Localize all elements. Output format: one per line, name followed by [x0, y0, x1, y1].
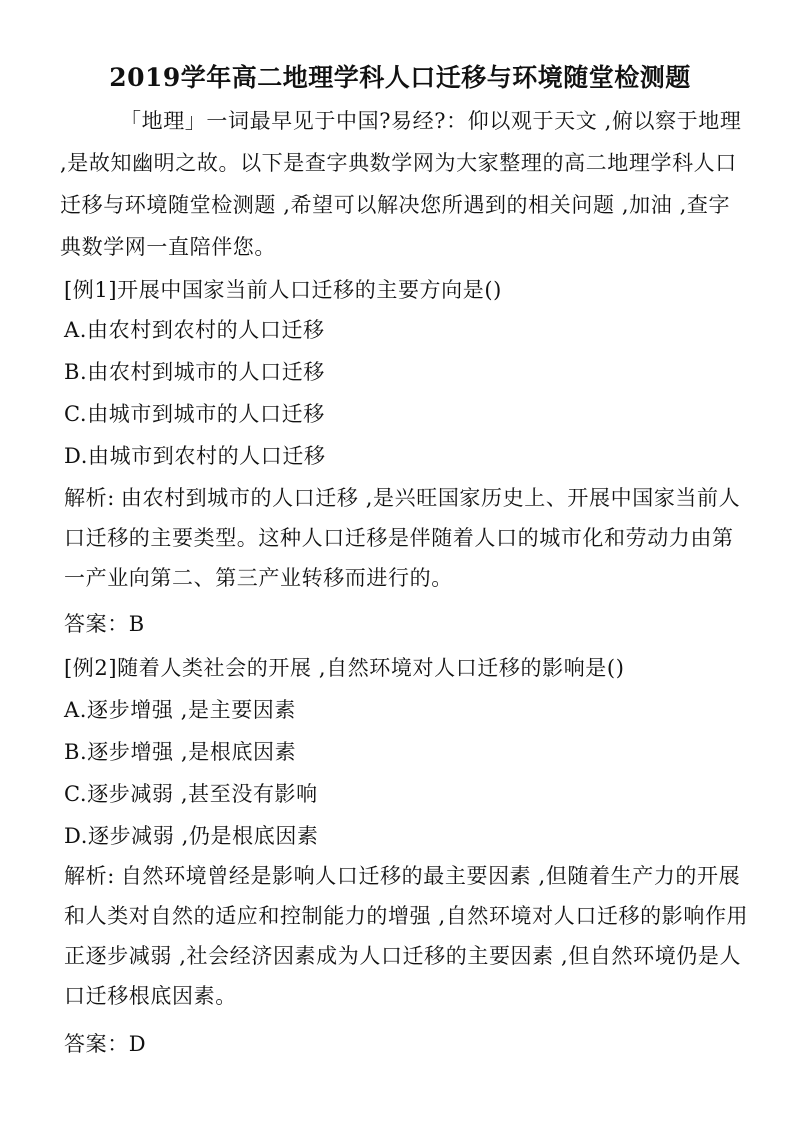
example-2-analysis-text: 自然环境曾经是影响人口迁移的最主要因素 ,但随着生产力的开展和人类对自然的适应和控制能力的增强 ,自然环境对人口迁移的影响作用正逐步减弱 ,社会经济因素成为人口迁移的主要因素 ,但自然环境仍是人口迁移根底因素。 [64, 864, 749, 1008]
example-2-analysis-label: 解析: [64, 864, 115, 888]
example-1-analysis [64, 478, 750, 598]
example-1-option-d: D.由城市到农村的人口迁移 [64, 444, 326, 468]
document-title: 2019学年高二地理学科人口迁移与环境随堂检测题 [109, 63, 691, 92]
example-2-analysis [64, 856, 750, 1016]
example-2-option-a: A.逐步增强 ,是主要因素 [64, 698, 296, 722]
example-2-question: [例2]随着人类社会的开展 ,自然环境对人口迁移的影响是() [64, 656, 625, 680]
example-1-option-b: B.由农村到城市的人口迁移 [64, 360, 325, 384]
example-2-option-d: D.逐步减弱 ,仍是根底因素 [64, 824, 319, 848]
example-1-analysis-label: 解析: [64, 486, 115, 510]
example-1-option-c: C.由城市到城市的人口迁移 [64, 402, 325, 426]
example-2-option-b: B.逐步增强 ,是根底因素 [64, 740, 297, 764]
example-2-answer: 答案：D [64, 1032, 147, 1056]
example-1-analysis-text: 由农村到城市的人口迁移 ,是兴旺国家历史上、开展中国家当前人口迁移的主要类型。这种人口迁移是伴随着人口的城市化和劳动力由第一产业向第二、第三产业转移而进行的。 [64, 486, 741, 590]
intro-paragraph: 「地理」一词最早见于中国?易经?：仰以观于天文 ,俯以察于地理 ,是故知幽明之故。以下是查字典数学网为大家整理的高二地理学科人口迁移与环境随堂检测题 ,希望可以解决您所遇到的相关问题 ,加油 ,查字典数学网一直陪伴您。 [60, 109, 742, 259]
example-1-answer: 答案：B [64, 612, 145, 636]
example-2-option-c: C.逐步减弱 ,甚至没有影响 [64, 782, 318, 806]
example-1-option-a: A.由农村到农村的人口迁移 [64, 318, 325, 342]
example-1-question: [例1]开展中国家当前人口迁移的主要方向是() [64, 278, 502, 302]
